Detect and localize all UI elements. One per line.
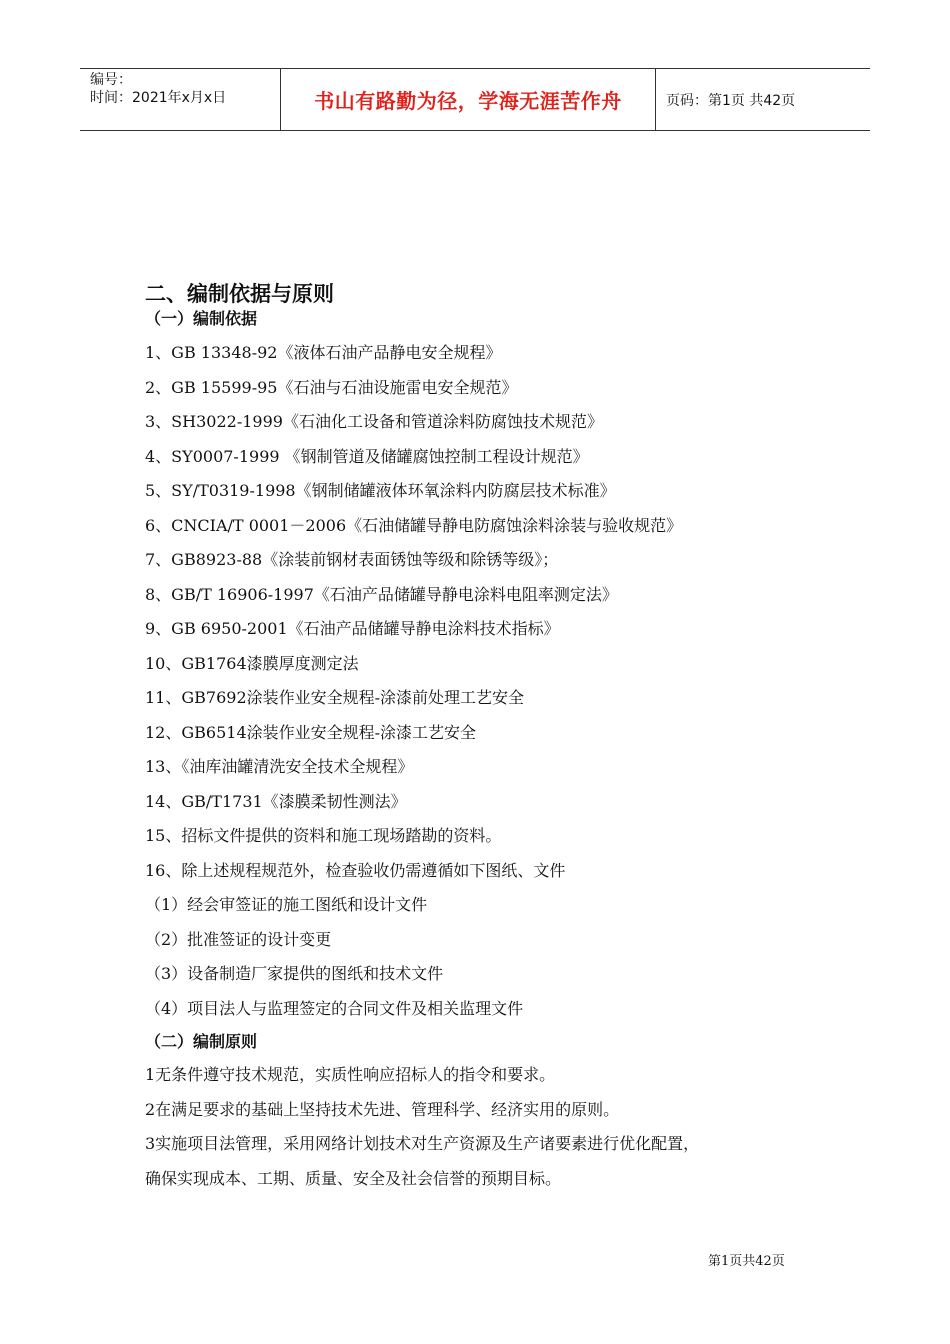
list-item: 6、CNCIA/T 0001－2006《石油储罐导静电防腐蚀涂料涂装与验收规范》 [145,515,683,535]
basis-list [145,336,825,1026]
document-body [145,280,825,1196]
list-item: 14、GB/T1731《漆膜柔韧性测法》 [145,791,407,811]
list-item: 3实施项目法管理，采用网络计划技术对生产资源及生产诸要素进行优化配置， [145,1134,700,1153]
list-item: 1无条件遵守技术规范，实质性响应招标人的指令和要求。 [145,1065,556,1084]
header-meta [80,69,281,130]
list-item: 5、SY/T0319-1998《钢制储罐液体环氧涂料内防腐层技术标准》 [145,481,616,500]
list-item: （3）设备制造厂家提供的图纸和技术文件 [145,964,444,983]
list-item: （4）项目法人与监理签定的合同文件及相关监理文件 [145,998,524,1018]
principle-title: （二）编制原则 [145,1032,258,1051]
page-header [80,68,870,131]
list-item: 10、GB1764漆膜厚度测定法 [145,653,359,673]
basis-title: （一）编制依据 [145,309,258,328]
list-item: 确保实现成本、工期、质量、安全及社会信誉的预期目标。 [145,1168,562,1188]
section-title: 二、编制依据与原则 [145,282,334,306]
list-item: 16、除上述规程规范外，检查验收仍需遵循如下图纸、文件 [145,860,566,880]
list-item: 9、GB 6950-2001《石油产品储罐导静电涂料技术指标》 [145,619,560,638]
list-item: 12、GB6514涂装作业安全规程-涂漆工艺安全 [145,722,477,742]
list-item: 11、GB7692涂装作业安全规程-涂漆前处理工艺安全 [145,688,525,707]
list-item: 7、GB8923-88《涂装前钢材表面锈蚀等级和除锈等级》； [145,550,559,569]
list-item: 8、GB/T 16906-1997《石油产品储罐导静电涂料电阻率测定法》 [145,584,618,604]
list-item: 1、GB 13348-92《液体石油产品静电安全规程》 [145,343,502,362]
list-item: 2在满足要求的基础上坚持技术先进、管理科学、经济实用的原则。 [145,1099,620,1119]
time-label: 时间：2021年x月x日 [90,90,227,106]
page-footer: 第1页共42页 [708,1254,785,1269]
number-label: 编号： [90,72,132,88]
list-item: 15、招标文件提供的资料和施工现场踏勘的资料。 [145,826,502,845]
header-motto: 书山有路勤为径，学海无涯苦作舟 [281,69,656,130]
list-item: 4、SY0007-1999 《钢制管道及储罐腐蚀控制工程设计规范》 [145,446,589,466]
principle-list [145,1058,825,1196]
header-page-label: 页码：第1页 共42页 [666,92,796,109]
list-item: 2、GB 15599-95《石油与石油设施雷电安全规范》 [145,377,518,397]
list-item: （1）经会审签证的施工图纸和设计文件 [145,895,428,914]
list-item: 13、《油库油罐清洗安全技术全规程》 [145,757,414,776]
list-item: （2）批准签证的设计变更 [145,929,332,949]
list-item: 3、SH3022-1999《石油化工设备和管道涂料防腐蚀技术规范》 [145,412,603,431]
